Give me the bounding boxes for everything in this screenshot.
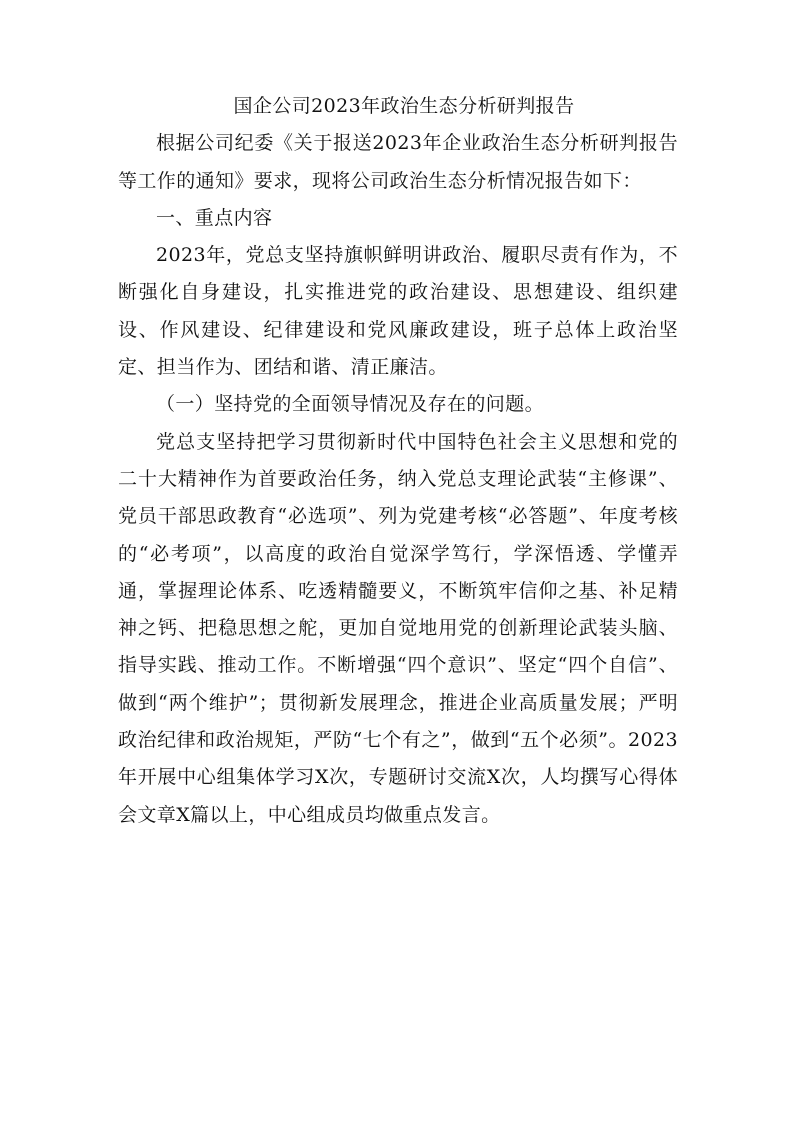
document-body	[118, 88, 678, 834]
subsection-heading-party-leadership: （一）坚持党的全面领导情况及存在的问题。	[156, 393, 545, 416]
document-title: 国企公司2023年政治生态分析研判报告	[233, 95, 575, 117]
section-heading-key-content: 一、重点内容	[156, 206, 273, 229]
intro-paragraph: 根据公司纪委《关于报送2023年企业政治生态分析研判报告等工作的通知》要求，现将公司政治生态分析情况报告如下：	[118, 132, 678, 192]
section-paragraph-overview: 2023年，党总支坚持旗帜鲜明讲政治、履职尽责有作为，不断强化自身建设，扎实推进党的政治建设、思想建设、组织建设、作风建设、纪律建设和党风廉政建设，班子总体上政治坚定、担当作为、团结和谐、清正廉洁。	[118, 244, 678, 379]
subsection-paragraph-party-leadership: 党总支坚持把学习贯彻新时代中国特色社会主义思想和党的二十大精神作为首要政治任务，纳入党总支理论武装“主修课”、党员干部思政教育“必选项”、列为党建考核“必答题”、年度考核的“必考项”，以高度的政治自觉深学笃行，学深悟透、学懂弄通，掌握理论体系、吃透精髓要义，不断筑牢信仰之基、补足精神之钙、把稳思想之舵，更加自觉地用党的创新理论武装头脑、指导实践、推动工作。不断增强“四个意识”、坚定“四个自信”、做到“两个维护”；贯彻新发展理念，推进企业高质量发展；严明政治纪律和政治规矩，严防“七个有之”，做到“五个必须”。2023年开展中心组集体学习X次，专题研讨交流X次，人均撰写心得体会文章X篇以上，中心组成员均做重点发言。	[118, 430, 678, 826]
